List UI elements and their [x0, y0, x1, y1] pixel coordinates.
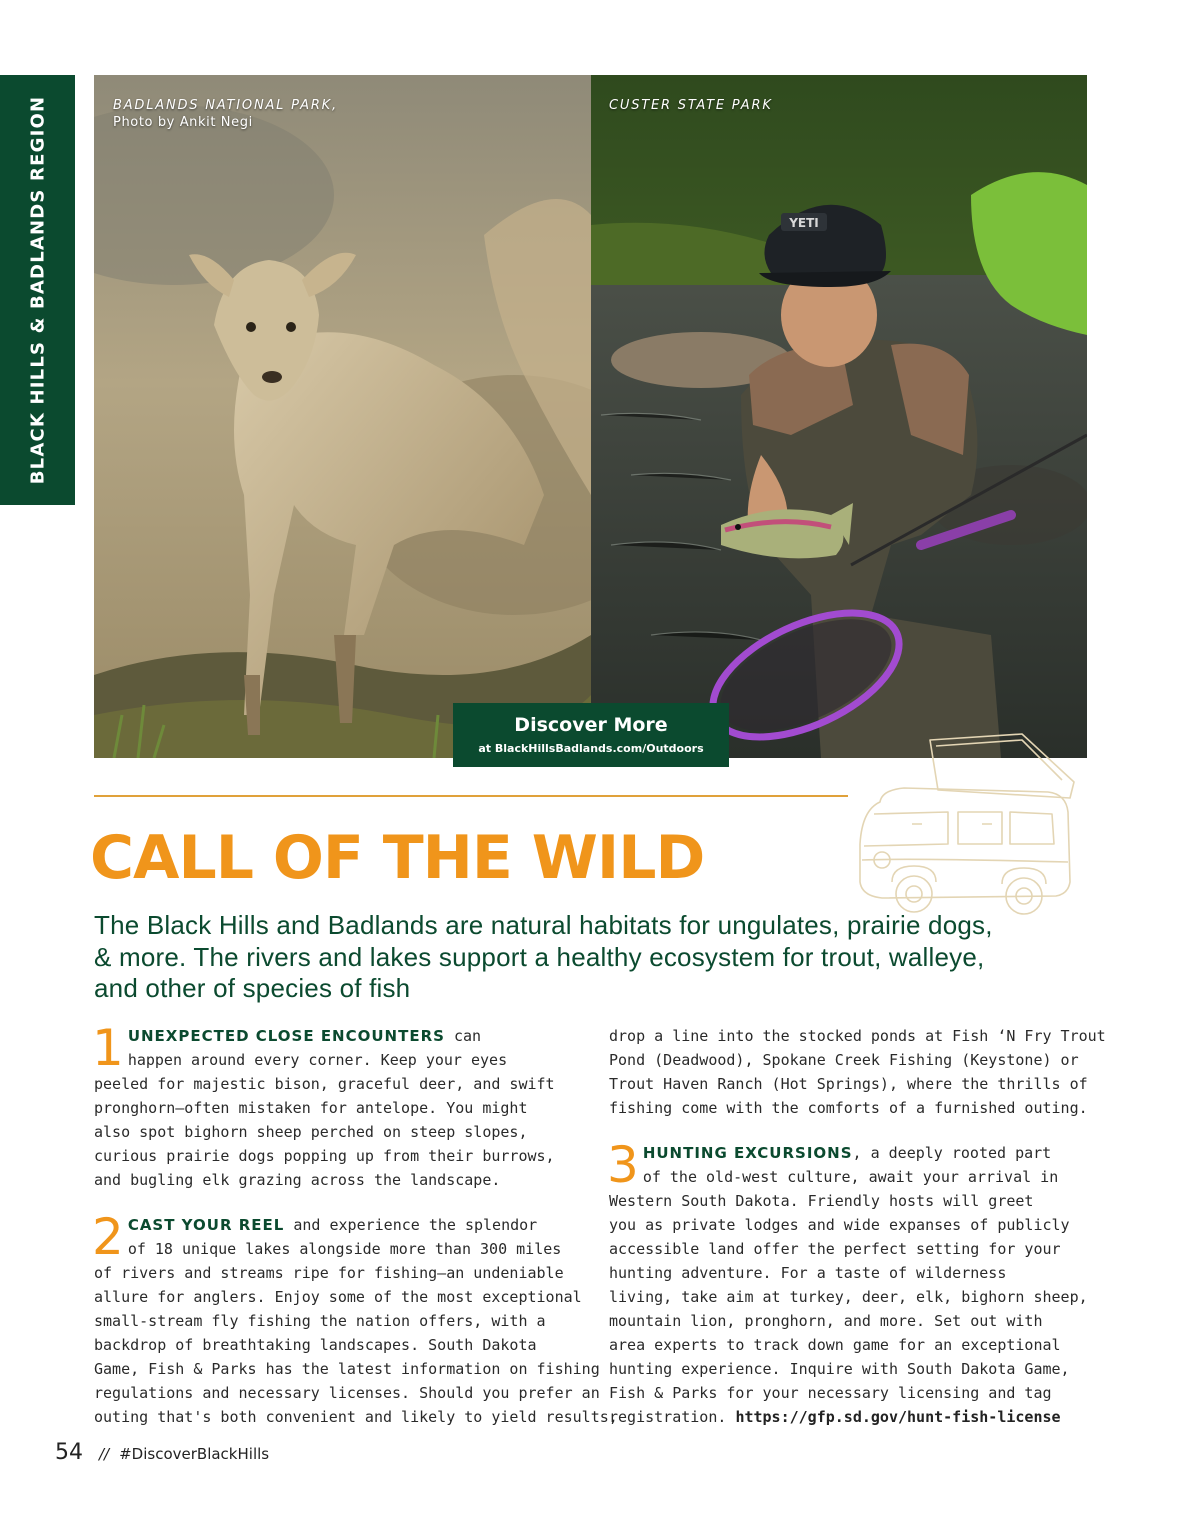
page-number: 54: [55, 1440, 83, 1465]
left-column: [92, 1019, 618, 1450]
right-photo-caption: [609, 97, 773, 114]
section-2-continued-line: fishing come with the comforts of a furnished outing.: [609, 1099, 1088, 1117]
section-2: [92, 1208, 618, 1429]
discover-more-banner[interactable]: [453, 703, 729, 767]
section-2-line: CAST YOUR REEL and experience the splendor: [127, 1216, 538, 1234]
section-3-line: hunting experience. Inquire with South Dakota Game,: [609, 1360, 1070, 1378]
section-1-line: UNEXPECTED CLOSE ENCOUNTERS can: [127, 1027, 482, 1045]
section-2-lead: CAST YOUR REEL: [127, 1216, 285, 1234]
bighorn-lamb-illustration: [94, 75, 591, 758]
section-1-line: pronghorn—often mistaken for antelope. You might: [94, 1099, 528, 1117]
section-3-line: accessible land offer the perfect setting for your: [609, 1240, 1061, 1258]
section-1-line: and bugling elk grazing across the landscape.: [94, 1171, 501, 1189]
section-3-line: registration. https://gfp.sd.gov/hunt-fish-license: [609, 1408, 1061, 1426]
section-2-line: regulations and necessary licenses. Should you prefer an: [94, 1384, 600, 1402]
section-1-line: also spot bighorn sheep perched on steep slopes,: [94, 1123, 528, 1141]
section-2-number: 2: [92, 1208, 124, 1266]
region-side-tab: [0, 75, 75, 505]
section-2-line: backdrop of breathtaking landscapes. South Dakota: [94, 1336, 537, 1354]
bighorn-lamb-photo: [94, 75, 591, 758]
section-1: [92, 1019, 574, 1192]
intro-paragraph: The Black Hills and Badlands are natural habitats for ungulates, prairie dogs, & more. The rivers and lakes support a healthy ecosystem for trout, walleye, and other of species of fish: [94, 910, 993, 1003]
section-3-line: Western South Dakota. Friendly hosts will greet: [609, 1192, 1034, 1210]
left-photo-caption: [113, 97, 338, 131]
section-3-line: you as private lodges and wide expanses of publicly: [609, 1216, 1070, 1234]
section-1-line: happen around every corner. Keep your eyes: [127, 1051, 508, 1069]
section-3-line: HUNTING EXCURSIONS, a deeply rooted part: [642, 1144, 1052, 1162]
right-photo-location: CUSTER STATE PARK: [609, 98, 773, 113]
footer-separator: //: [99, 1445, 110, 1463]
section-2-continued-line: drop a line into the stocked ponds at Fish ‘N Fry Trout: [609, 1027, 1106, 1045]
section-2-line: allure for anglers. Enjoy some of the most exceptional: [94, 1288, 582, 1306]
footer-hashtag: #DiscoverBlackHills: [119, 1445, 270, 1463]
section-3-line: living, take aim at turkey, deer, elk, bighorn sheep,: [609, 1288, 1088, 1306]
page-headline: CALL OF THE WILD: [90, 823, 705, 893]
section-2-line: outing that's both convenient and likely to yield results,: [94, 1408, 618, 1426]
section-2-line: of 18 unique lakes alongside more than 300 miles: [127, 1240, 562, 1258]
section-3-number: 3: [607, 1136, 639, 1194]
section-divider: [94, 795, 848, 797]
section-1-line: peeled for majestic bison, graceful deer, and swift: [94, 1075, 555, 1093]
discover-more-title[interactable]: Discover More: [514, 714, 668, 736]
section-2-continued-line: Trout Haven Ranch (Hot Springs), where the thrills of: [609, 1075, 1088, 1093]
section-2-line: of rivers and streams ripe for fishing—an undeniable: [94, 1264, 564, 1282]
section-3: [607, 1136, 1089, 1429]
fisherman-photo: [591, 75, 1087, 758]
right-column: [607, 1024, 1106, 1450]
section-3-line: of the old-west culture, await your arrival in: [642, 1168, 1059, 1186]
section-3-line: area experts to track down game for an exceptional: [609, 1336, 1061, 1354]
section-3-lead: HUNTING EXCURSIONS: [642, 1144, 853, 1162]
section-2-line: small-stream fly fishing the nation offers, with a: [94, 1312, 546, 1330]
hunt-fish-license-link[interactable]: https://gfp.sd.gov/hunt-fish-license: [735, 1408, 1061, 1426]
page-footer: [55, 1440, 269, 1465]
section-1-line: curious prairie dogs popping up from their burrows,: [94, 1147, 555, 1165]
left-photo-credit: Photo by Ankit Negi: [113, 115, 253, 130]
left-photo-location: BADLANDS NATIONAL PARK,: [113, 98, 338, 113]
section-2-continued-line: Pond (Deadwood), Spokane Creek Fishing (Keystone) or: [609, 1051, 1079, 1069]
section-3-line: Fish & Parks for your necessary licensing and tag: [609, 1384, 1052, 1402]
discover-more-url[interactable]: at BlackHillsBadlands.com/Outdoors: [478, 742, 704, 755]
section-1-number: 1: [92, 1019, 124, 1077]
region-label: BLACK HILLS & BADLANDS REGION: [27, 95, 48, 485]
camper-van-icon: [852, 732, 1082, 927]
section-3-line: hunting adventure. For a taste of wilderness: [609, 1264, 1007, 1282]
section-2-line: Game, Fish & Parks has the latest information on fishing: [94, 1360, 600, 1378]
section-2-continued: [609, 1024, 1106, 1120]
section-1-lead: UNEXPECTED CLOSE ENCOUNTERS: [127, 1027, 445, 1045]
section-3-line: mountain lion, pronghorn, and more. Set out with: [609, 1312, 1043, 1330]
fisherman-illustration: [591, 75, 1087, 758]
svg-text:YETI: YETI: [789, 216, 819, 230]
